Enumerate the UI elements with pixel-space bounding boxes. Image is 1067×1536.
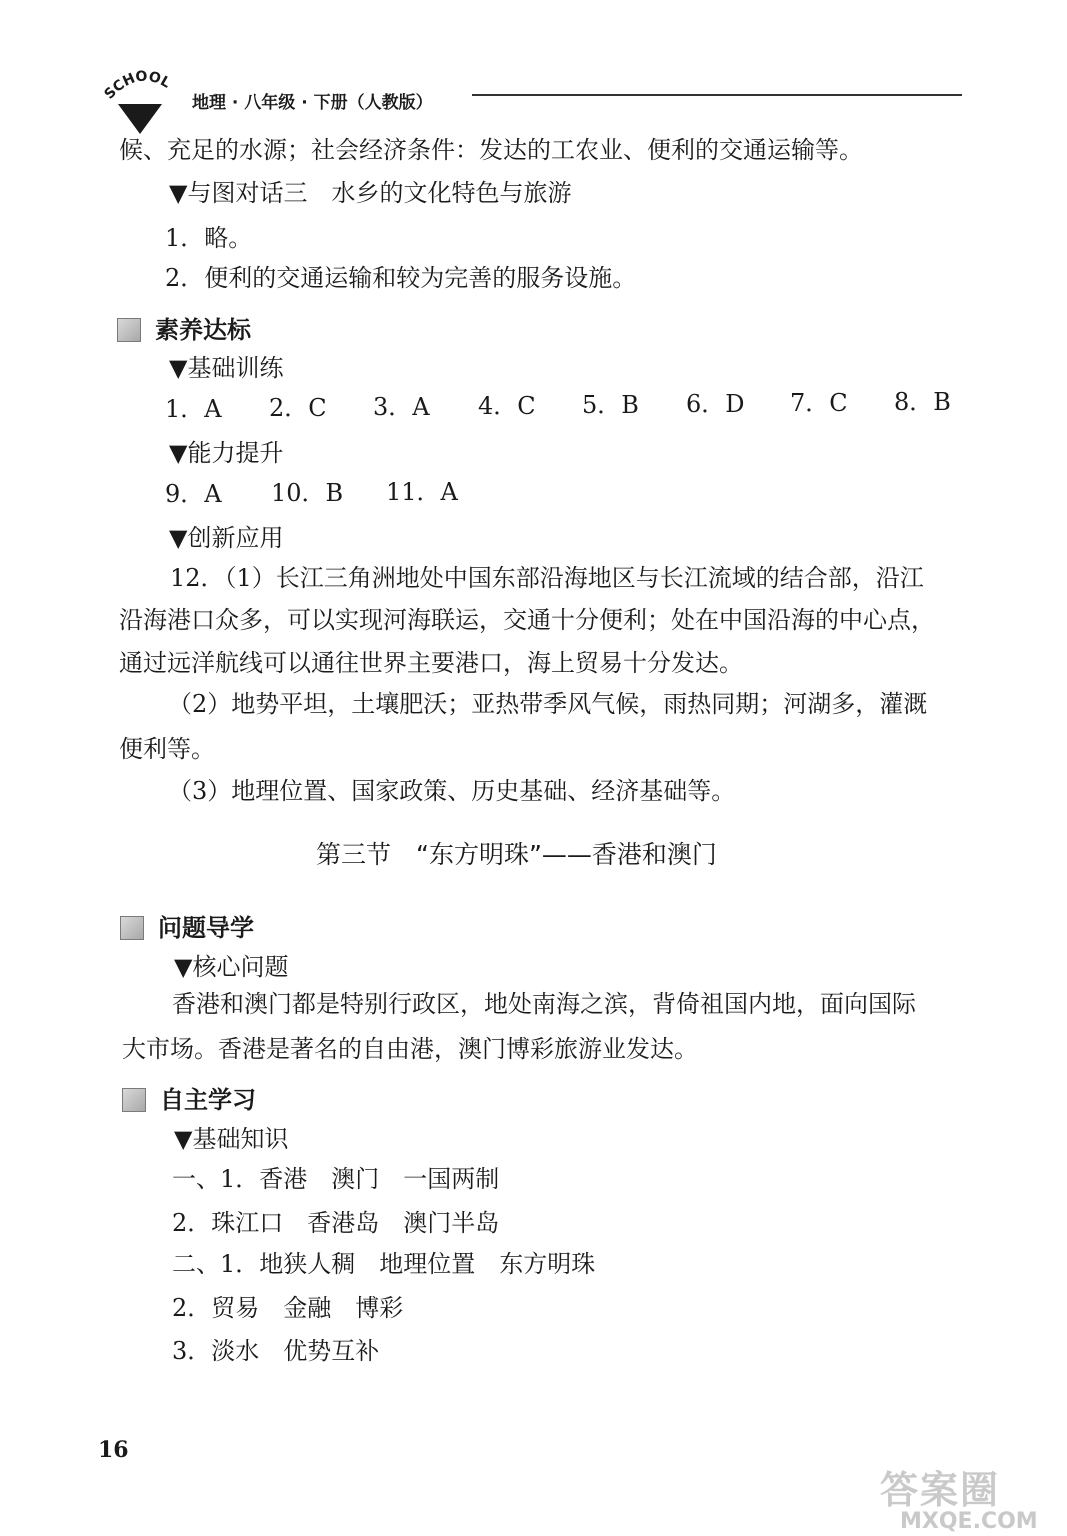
text-line: （3）地理位置、国家政策、历史基础、经济基础等。 xyxy=(168,777,736,805)
text-line: 便利等。 xyxy=(119,735,215,763)
answer-item: 11．A xyxy=(386,478,458,506)
svg-text:SCHOOL: SCHOOL xyxy=(101,68,174,103)
header-title: 地理 · 八年级 · 下册（人教版） xyxy=(192,93,433,113)
section-heading-wenti: 问题导学 xyxy=(120,908,254,943)
section-marker-icon xyxy=(117,318,141,342)
section-marker-icon xyxy=(122,1088,146,1112)
text-line: （2）地势平坦，土壤肥沃；亚热带季风气候，雨热同期；河湖多，灌溉 xyxy=(168,690,928,718)
section-heading-zizhu: 自主学习 xyxy=(122,1080,256,1115)
header-rule xyxy=(472,94,962,96)
text-line: 沿海港口众多，可以实现河海联运，交通十分便利；处在中国沿海的中心点， xyxy=(119,606,935,634)
answer-item: 2．C xyxy=(269,394,327,422)
text-line: 12．（1）长江三角洲地处中国东部沿海地区与长江流域的结合部，沿江 xyxy=(170,564,924,592)
section-heading-suyang: 素养达标 xyxy=(117,310,251,345)
answer-item: 6．D xyxy=(686,390,745,418)
watermark-logo-text: 答案圈 xyxy=(880,1468,1001,1512)
answer-item: 1．A xyxy=(165,395,222,423)
section-marker-icon xyxy=(120,916,144,940)
text-line: 二、1．地狭人稠 地理位置 东方明珠 xyxy=(172,1250,596,1278)
text-line: 候、充足的水源；社会经济条件：发达的工农业、便利的交通运输等。 xyxy=(119,136,863,164)
text-line: 通过远洋航线可以通往世界主要港口，海上贸易十分发达。 xyxy=(119,649,743,677)
answer-item: 10．B xyxy=(271,479,344,507)
subheading: ▼与图对话三 水乡的文化特色与旅游 xyxy=(169,179,572,207)
text-line: 1．略。 xyxy=(165,224,253,252)
text-line: 大市场。香港是著名的自由港，澳门博彩旅游业发达。 xyxy=(122,1035,698,1063)
school-logo-icon xyxy=(100,66,180,136)
watermark xyxy=(880,1470,1060,1536)
answer-item: 8．B xyxy=(894,388,951,416)
subheading: ▼核心问题 xyxy=(174,953,289,981)
text-line: 2．贸易 金融 博彩 xyxy=(172,1294,404,1322)
answer-item: 5．B xyxy=(582,391,639,419)
text-line: 2．珠江口 香港岛 澳门半岛 xyxy=(172,1209,500,1237)
answer-item: 9．A xyxy=(165,480,222,508)
school-logo xyxy=(100,66,180,136)
text-line: 2．便利的交通运输和较为完善的服务设施。 xyxy=(165,264,637,292)
answer-item: 3．A xyxy=(373,393,430,421)
page-number: 16 xyxy=(98,1437,129,1463)
watermark-url: MXQE.COM xyxy=(900,1509,1038,1534)
section-title: 第三节 “东方明珠”——香港和澳门 xyxy=(316,840,717,869)
text-line: 一、1．香港 澳门 一国两制 xyxy=(172,1165,500,1193)
text-line: 香港和澳门都是特别行政区，地处南海之滨，背倚祖国内地，面向国际 xyxy=(172,990,916,1018)
subheading: ▼创新应用 xyxy=(169,524,284,552)
text-line: 3．淡水 优势互补 xyxy=(172,1337,380,1365)
answer-item: 7．C xyxy=(790,389,848,417)
subheading: ▼基础训练 xyxy=(169,354,284,382)
subheading: ▼能力提升 xyxy=(169,439,284,467)
subheading: ▼基础知识 xyxy=(174,1125,289,1153)
answer-item: 4．C xyxy=(478,392,536,420)
